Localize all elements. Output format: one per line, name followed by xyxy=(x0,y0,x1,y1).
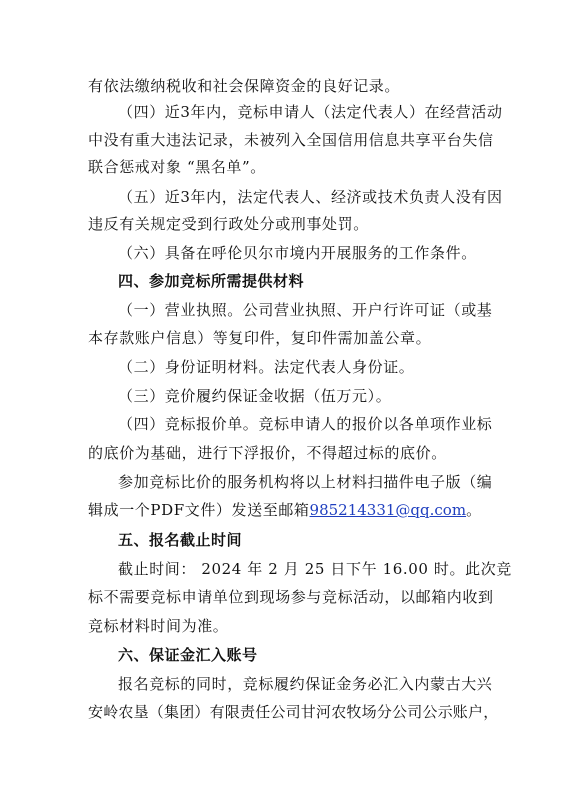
paragraph-line: 安岭农垦（集团）有限责任公司甘河农牧场分公司公示账户， xyxy=(88,703,499,721)
paragraph-line xyxy=(88,500,492,520)
paragraph-line: 参加竞标比价的服务机构将以上材料扫描件电子版（编 xyxy=(118,473,493,491)
paragraph-line: （二）身份证明材料。法定代表人身份证。 xyxy=(118,358,415,376)
paragraph-line: （一）营业执照。公司营业执照、开户行许可证（或基 xyxy=(118,301,493,319)
paragraph-line: 竞标材料时间为准。 xyxy=(88,617,229,635)
paragraph-line: （五）近3年内，法定代表人、经济或技术负责人没有因 xyxy=(118,188,503,206)
paragraph-line: 的底价为基础，进行下浮报价，不得超过标的底价。 xyxy=(88,444,447,462)
paragraph-line: 报名竞标的同时，竞标履约保证金务必汇入内蒙古大兴 xyxy=(118,675,493,693)
paragraph-line: 截止时间： 2024 年 2 月 25 日下午 16.00 时。此次竞 xyxy=(118,560,512,578)
section-heading: 五、报名截止时间 xyxy=(118,531,243,549)
paragraph-line: （三）竞价履约保证金收据（伍万元）。 xyxy=(118,387,392,405)
paragraph-line: 中没有重大违法记录，未被列入全国信用信息共享平台失信 xyxy=(88,131,494,149)
paragraph-line: （四）竞标报价单。竞标申请人的报价以各单项作业标 xyxy=(118,415,493,433)
paragraph-line: 有依法缴纳税收和社会保障资金的良好记录。 xyxy=(88,77,401,95)
paragraph-line: 违反有关规定受到行政处分或刑事处罚。 xyxy=(88,215,369,233)
section-heading: 四、参加竞标所需提供材料 xyxy=(118,272,305,290)
paragraph-text: 。 xyxy=(466,501,482,519)
paragraph-text: 辑成一个PDF文件）发送至邮箱 xyxy=(88,501,310,519)
paragraph-line: 本存款账户信息）等复印件，复印件需加盖公章。 xyxy=(88,329,432,347)
section-heading: 六、保证金汇入账号 xyxy=(118,646,258,664)
paragraph-line: （六）具备在呼伦贝尔市境内开展服务的工作条件。 xyxy=(118,244,477,262)
paragraph-line: 标不需要竞标申请单位到现场参与竞标活动，以邮箱内收到 xyxy=(88,588,494,606)
paragraph-line: （四）近3年内，竞标申请人（法定代表人）在经营活动 xyxy=(118,103,503,121)
email-link[interactable]: 985214331@qq.com xyxy=(309,501,467,519)
paragraph-line: 联合惩戒对象 “黑名单”。 xyxy=(88,158,266,176)
